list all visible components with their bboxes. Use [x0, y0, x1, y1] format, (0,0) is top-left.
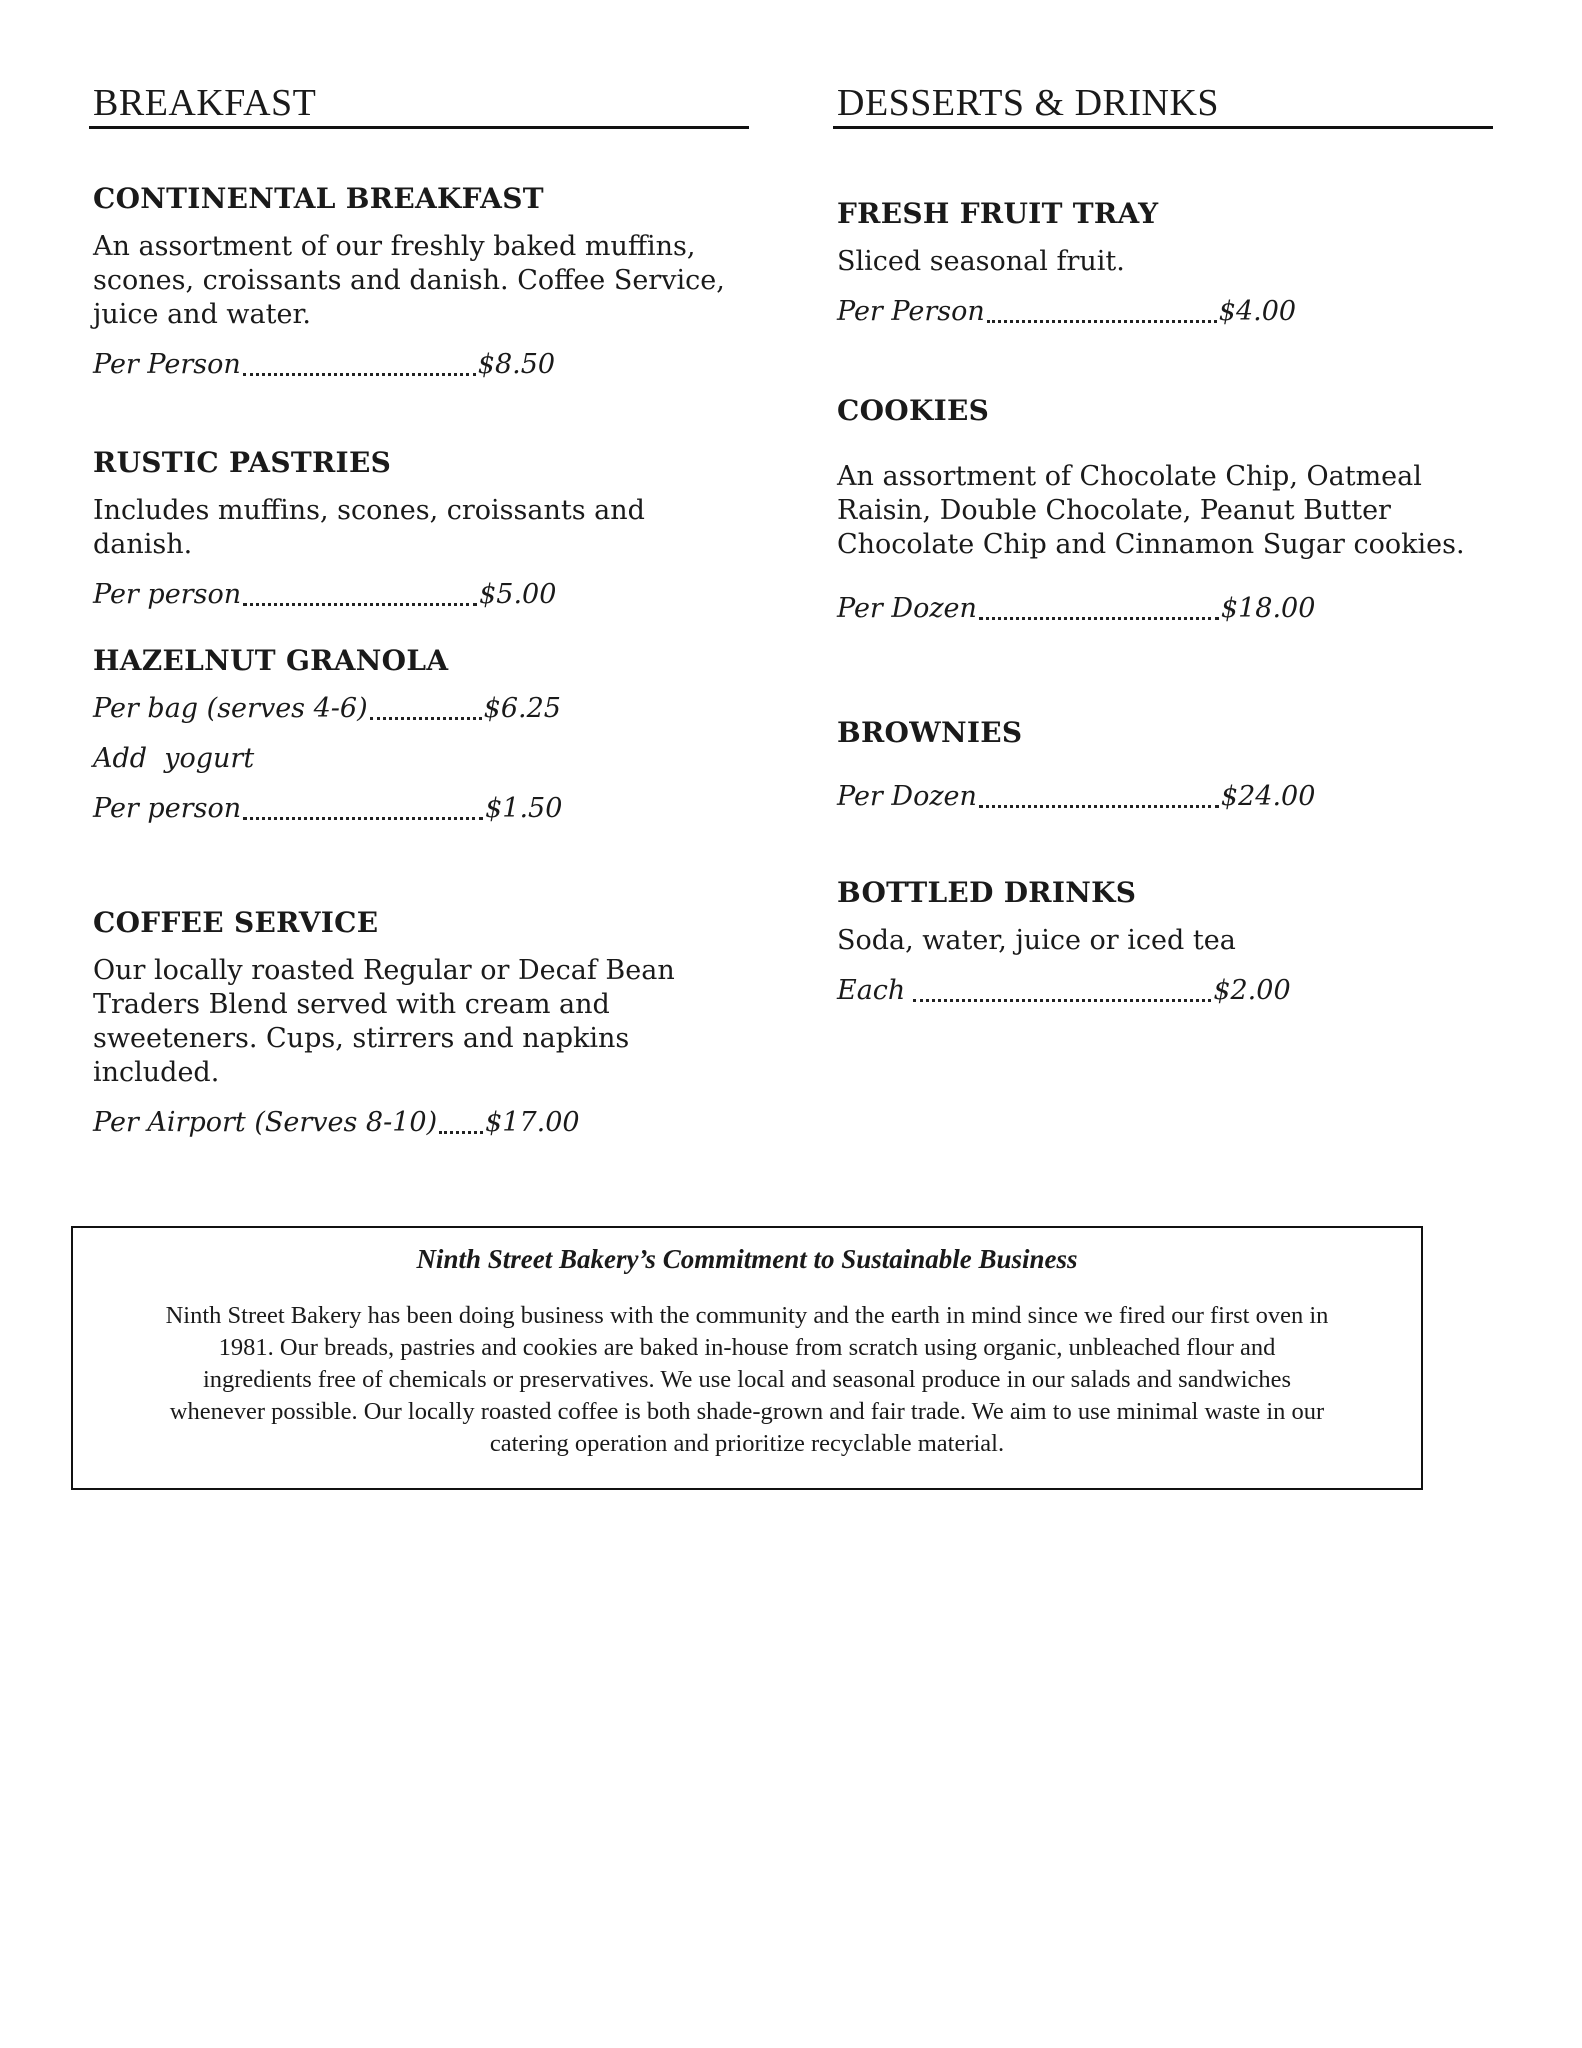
item-description: Sliced seasonal fruit. [837, 246, 1125, 277]
item-title: BOTTLED DRINKS [837, 876, 1137, 909]
item-title: FRESH FRUIT TRAY [837, 197, 1159, 230]
menu-item-cookies [837, 394, 1487, 626]
price-unit: Per Person [837, 296, 985, 327]
price-value: $18.00 [1220, 593, 1316, 624]
price-unit: Per person [93, 579, 242, 610]
item-title: COOKIES [837, 394, 990, 427]
price-value: $4.00 [1218, 296, 1297, 327]
item-title: BROWNIES [837, 716, 1023, 749]
price-value: $1.50 [485, 793, 563, 824]
desserts-heading: DESSERTS & DRINKS [833, 80, 1493, 129]
commitment-title: Ninth Street Bakery’s Commitment to Sustainable Business [416, 1244, 1078, 1274]
price-value: $2.00 [1213, 975, 1291, 1006]
price-row [93, 1106, 743, 1140]
item-title: CONTINENTAL BREAKFAST [93, 182, 544, 215]
commitment-body: Ninth Street Bakery has been doing business with the community and the earth in mind since we fired our first oven in 1981. Our breads, pastries and cookies are baked in-house from scratch using organic, unbleached flour and ingredients free of chemicals or preservatives. We use local and seasonal produce in our salads and sandwiches whenever possible. Our locally roasted coffee is both shade-grown and fair trade. We aim to use minimal waste in our catering operation and prioritize recyclable material. [165, 1302, 1329, 1457]
price-row [93, 348, 743, 382]
item-description: An assortment of Chocolate Chip, Oatmeal Raisin, Double Chocolate, Peanut Butter Chocolate Chip and Cinnamon Sugar cookies. [837, 461, 1465, 560]
item-description: Our locally roasted Regular or Decaf Bean Traders Blend served with cream and sweeteners. Cups, stirrers and napkins included. [93, 955, 675, 1088]
item-description: Soda, water, juice or iced tea [837, 925, 1236, 956]
price-row [837, 780, 1487, 814]
price-value: $24.00 [1220, 781, 1316, 812]
item-description: An assortment of our freshly baked muffins, scones, croissants and danish. Coffee Service, juice and water. [93, 231, 725, 330]
menu-item-hazelnut-granola [93, 644, 743, 826]
price-value: $5.00 [479, 579, 557, 610]
price-unit: Per Dozen [837, 781, 977, 812]
price-value: $6.25 [483, 693, 561, 724]
item-title: COFFEE SERVICE [93, 906, 379, 939]
price-unit: Per Dozen [837, 593, 977, 624]
leader-dots [979, 795, 1219, 808]
leader-dots [979, 607, 1219, 620]
menu-item-brownies [837, 716, 1487, 814]
leader-dots [987, 310, 1217, 323]
menu-item-coffee-service [93, 906, 743, 1140]
addon-label: Add yogurt [93, 743, 255, 774]
breakfast-column [89, 80, 749, 1138]
price-row [837, 592, 1487, 626]
breakfast-heading: BREAKFAST [89, 80, 749, 129]
leader-dots [370, 707, 482, 720]
price-row [837, 295, 1487, 329]
price-row [93, 692, 743, 726]
menu-item-fresh-fruit-tray [837, 197, 1487, 329]
price-unit: Per bag (serves 4-6) [93, 693, 368, 724]
price-row [837, 974, 1487, 1008]
leader-dots [439, 1121, 483, 1134]
leader-dots [243, 363, 476, 376]
price-unit: Per person [93, 793, 242, 824]
price-value: $8.50 [477, 349, 556, 380]
menu-item-rustic-pastries [93, 446, 743, 612]
menu-item-continental-breakfast [93, 182, 743, 382]
item-title: HAZELNUT GRANOLA [93, 644, 449, 677]
price-unit: Per Person [93, 349, 241, 380]
price-unit: Per Airport (Serves 8-10) [93, 1107, 438, 1138]
leader-dots [913, 989, 1211, 1002]
item-title: RUSTIC PASTRIES [93, 446, 392, 479]
price-row [93, 578, 743, 612]
leader-dots [243, 807, 483, 820]
price-unit: Each [837, 975, 906, 1006]
leader-dots [243, 593, 477, 606]
menu-item-bottled-drinks [837, 876, 1487, 1008]
addon-price-row [93, 792, 743, 826]
price-value: $17.00 [485, 1107, 580, 1138]
sustainability-commitment-box [71, 1226, 1423, 1490]
desserts-column [833, 80, 1493, 1006]
item-description: Includes muffins, scones, croissants and danish. [93, 495, 645, 560]
